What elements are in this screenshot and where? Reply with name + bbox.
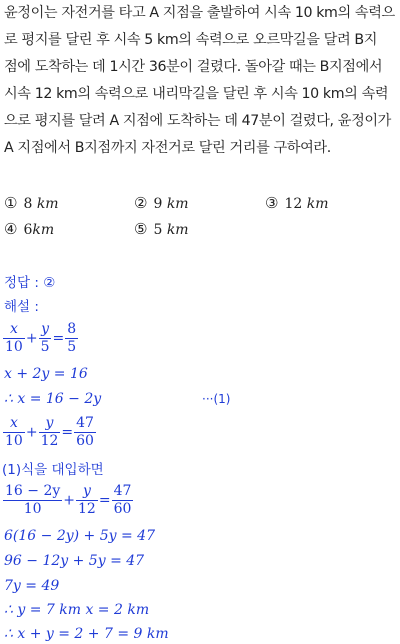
choice-2[interactable]: ② 9 km [134, 194, 189, 212]
equation-5: $\frac{16 - 2y}{10}$ + $\frac{y}{12}$ = $\frac{47}{60}$ [5, 483, 132, 517]
equation-1: $\frac{x}{10}$ + $\frac{y}{5}$ = $\frac{8}{5}$ [5, 321, 77, 355]
problem-line: 로 평지를 달린 후 시속 5 km의 속력으로 오르막길을 달려 B지 [4, 32, 378, 48]
choice-mark: ② [134, 194, 148, 212]
equation-4: $\frac{x}{10}$ + $\frac{y}{12}$ = $\frac{47}{60}$ [5, 415, 94, 449]
equation-tag: ···(1) [202, 392, 231, 406]
equation-8: 7y = 49 [4, 578, 60, 594]
choice-mark: ① [4, 194, 18, 212]
problem-line: 으로 평지를 달려 A 지점에 도착하는 데 47분이 걸렸다, 윤정이가 [4, 113, 391, 129]
problem-line: 시속 12 km의 속력으로 내리막길을 달린 후 시속 10 km의 속력 [4, 86, 389, 102]
choice-1[interactable]: ① 8 km [4, 194, 59, 212]
choice-mark: ⑤ [134, 220, 148, 238]
equation-10: ∴ x + y = 2 + 7 = 9 km [4, 626, 169, 642]
choice-mark: ④ [4, 220, 18, 238]
problem-line: A 지점에서 B지점까지 자전거로 달린 거리를 구하여라. [4, 140, 331, 156]
choice-5[interactable]: ⑤ 5 km [134, 220, 189, 238]
equation-7: 96 − 12y + 5y = 47 [4, 553, 145, 569]
substitute-label: (1)식을 대입하면 [2, 462, 104, 478]
explanation-label: 해설 : [4, 299, 39, 315]
problem-text [4, 0, 398, 162]
equation-3: ∴ x = 16 − 2y [4, 391, 102, 407]
equation-6: 6(16 − 2y) + 5y = 47 [4, 528, 155, 544]
equation-9: ∴ y = 7 km x = 2 km [4, 602, 150, 618]
equation-2: x + 2y = 16 [4, 366, 88, 382]
problem-line: 윤정이는 자전거를 타고 A 지점을 출발하여 시속 10 km의 속력으 [4, 5, 395, 21]
choice-3[interactable]: ③ 12 km [265, 194, 329, 212]
problem-line: 점에 도착하는 데 1시간 36분이 걸렸다. 돌아갈 때는 B지점에서 [4, 59, 383, 75]
choice-mark: ③ [265, 194, 279, 212]
answer-label: 정답 : ② [4, 275, 56, 291]
choice-4[interactable]: ④ 6km [4, 220, 55, 238]
